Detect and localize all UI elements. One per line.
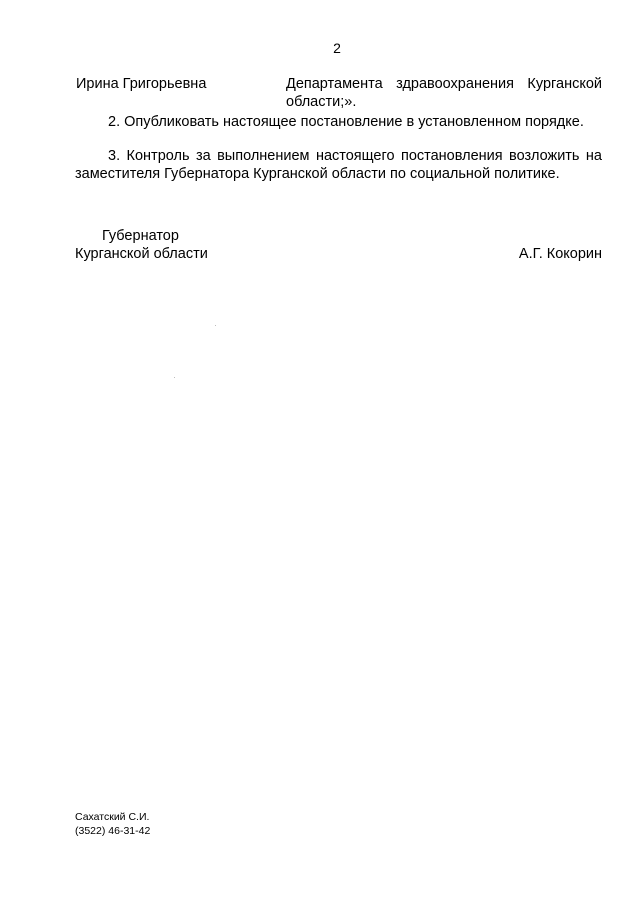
scan-speck bbox=[174, 377, 175, 378]
entry-person-name: Ирина Григорьевна bbox=[76, 76, 207, 92]
signer-title-line2: Курганской области bbox=[75, 246, 208, 262]
page-number: 2 bbox=[333, 40, 341, 56]
executor-name: Сахатский С.И. bbox=[75, 811, 150, 823]
paragraph-publish: 2. Опубликовать настоящее постановление в установленном порядке. bbox=[108, 114, 584, 130]
executor-phone: (3522) 46-31-42 bbox=[75, 825, 151, 837]
signer-name: А.Г. Кокорин bbox=[518, 246, 602, 262]
paragraph-control: 3. Контроль за выполнением настоящего постановления возложить на заместителя Губернатора Курганской области по социальной политике. bbox=[75, 148, 602, 182]
signer-title bbox=[75, 227, 208, 263]
executor-block bbox=[75, 810, 150, 838]
entry-person-position: Департамента здравоохранения Курганской области;». bbox=[286, 76, 602, 110]
signer-title-line1: Губернатор bbox=[102, 228, 179, 244]
scan-speck bbox=[215, 325, 216, 326]
